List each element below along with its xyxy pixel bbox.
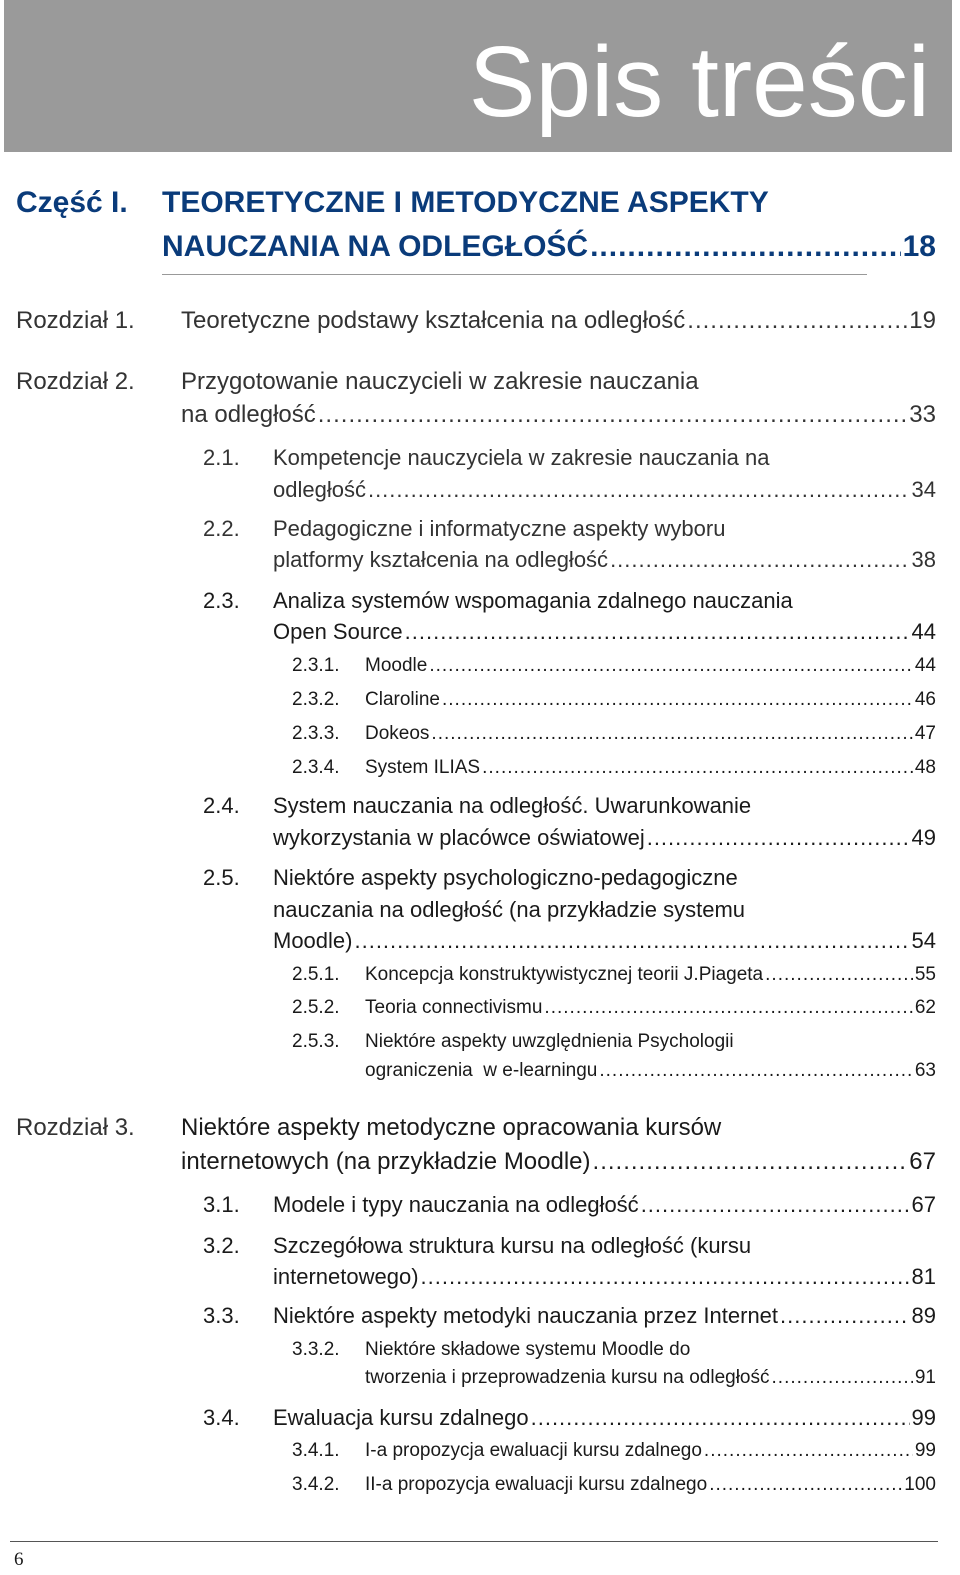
- leader-dots: [765, 964, 913, 986]
- page-number: 47: [914, 723, 936, 744]
- toc-entry-chapter-1[interactable]: [181, 307, 936, 335]
- entry-title: I-a propozycja ewaluacji kursu zdalnego: [365, 1440, 702, 1461]
- page-number: 63: [914, 1060, 936, 1081]
- entry-title: odległość: [273, 477, 366, 502]
- section-number: 2.3.1.: [292, 655, 340, 676]
- page-number: 44: [914, 655, 936, 676]
- section-number: 3.2.: [203, 1233, 240, 1258]
- entry-title: System ILIAS: [365, 757, 481, 778]
- entry-title: tworzenia i przeprowadzenia kursu na odległość: [365, 1367, 770, 1388]
- part-label: Część I.: [16, 186, 128, 219]
- toc-entry-2-3[interactable]: [273, 619, 936, 645]
- entry-title: Open Source: [273, 619, 403, 644]
- entry-title-line: Przygotowanie nauczycieli w zakresie nauczania: [181, 368, 699, 395]
- leader-dots: [610, 547, 909, 573]
- leader-dots: [354, 928, 909, 954]
- entry-title: Modele i typy nauczania na odległość: [273, 1192, 639, 1217]
- toc-entry-3-1[interactable]: [273, 1192, 936, 1218]
- toc-entry-2-4[interactable]: [273, 825, 936, 851]
- page-number: 19: [909, 307, 936, 334]
- entry-title-line: Szczegółowa struktura kursu na odległość (kursu: [273, 1233, 752, 1258]
- toc-entry-2-3-2[interactable]: [365, 689, 936, 711]
- entry-title-line: Kompetencje nauczyciela w zakresie nauczania na: [273, 445, 770, 470]
- section-number: 2.1.: [203, 445, 240, 470]
- toc-entry-2-3-4[interactable]: [365, 757, 936, 779]
- toc-entry-3-4[interactable]: [273, 1405, 936, 1431]
- entry-title: internetowego): [273, 1264, 419, 1289]
- entry-title-line: Analiza systemów wspomagania zdalnego nauczania: [273, 588, 793, 613]
- leader-dots: [772, 1367, 913, 1389]
- leader-dots: [704, 1440, 913, 1462]
- entry-title: Moodle): [273, 928, 353, 953]
- page-number: 99: [911, 1405, 936, 1430]
- leader-dots: [442, 689, 913, 711]
- section-number: 3.3.2.: [292, 1339, 340, 1360]
- toc-entry-chapter-3[interactable]: [181, 1148, 936, 1176]
- toc-entry-3-3[interactable]: [273, 1303, 936, 1329]
- toc-entry-2-5-3[interactable]: [365, 1060, 936, 1082]
- entry-title: Teoria connectivismu: [365, 997, 543, 1018]
- leader-dots: [405, 619, 910, 645]
- toc-entry-chapter-2[interactable]: [181, 401, 936, 429]
- leader-dots: [318, 401, 908, 429]
- leader-dots: [687, 307, 907, 335]
- page-number: 38: [911, 547, 936, 572]
- toc-entry-2-5-2[interactable]: [365, 997, 936, 1019]
- entry-title: Ewaluacja kursu zdalnego: [273, 1405, 529, 1430]
- page-number: 55: [914, 964, 936, 985]
- entry-title: Claroline: [365, 689, 440, 710]
- entry-title: internetowych (na przykładzie Moodle): [181, 1148, 591, 1175]
- chapter-label: Rozdział 1.: [16, 307, 135, 334]
- section-number: 2.5.1.: [292, 964, 340, 985]
- leader-dots: [544, 997, 912, 1019]
- page-number: 99: [914, 1440, 936, 1461]
- entry-title: Dokeos: [365, 723, 430, 744]
- part-divider: [162, 274, 867, 275]
- leader-dots: [421, 1264, 910, 1290]
- section-number: 2.3.: [203, 588, 240, 613]
- section-number: 3.4.: [203, 1405, 240, 1430]
- entry-title: Niektóre aspekty metodyki nauczania przez Internet: [273, 1303, 779, 1328]
- page-number: 34: [911, 477, 936, 502]
- entry-title: Moodle: [365, 655, 428, 676]
- page-number: 67: [909, 1148, 936, 1175]
- section-number: 3.3.: [203, 1303, 240, 1328]
- leader-dots: [599, 1060, 912, 1082]
- chapter-label: Rozdział 2.: [16, 368, 135, 395]
- entry-title-line: Niektóre aspekty uwzględnienia Psychologii: [365, 1031, 734, 1052]
- section-number: 2.4.: [203, 793, 240, 818]
- section-number: 2.3.2.: [292, 689, 340, 710]
- leader-dots: [709, 1474, 902, 1496]
- page-number: 48: [914, 757, 936, 778]
- toc-entry-2-2[interactable]: [273, 547, 936, 573]
- entry-title: Teoretyczne podstawy kształcenia na odległość: [181, 307, 686, 334]
- toc-entry-3-2[interactable]: [273, 1264, 936, 1290]
- entry-title: wykorzystania w placówce oświatowej: [273, 825, 645, 850]
- entry-title: platformy kształcenia na odległość: [273, 547, 609, 572]
- section-number: 2.5.: [203, 865, 240, 890]
- section-number: 2.3.4.: [292, 757, 340, 778]
- section-number: 2.2.: [203, 516, 240, 541]
- leader-dots: [641, 1192, 910, 1218]
- leader-dots: [647, 825, 910, 851]
- page-number: 49: [911, 825, 936, 850]
- entry-title-line: Niektóre aspekty metodyczne opracowania kursów: [181, 1114, 722, 1141]
- toc-entry-3-3-2[interactable]: [365, 1367, 936, 1389]
- entry-title: II-a propozycja ewaluacji kursu zdalnego: [365, 1474, 708, 1495]
- section-number: 2.5.3.: [292, 1031, 340, 1052]
- page-number: 100: [904, 1474, 936, 1495]
- part-entry[interactable]: [162, 230, 936, 264]
- entry-title-line: Pedagogiczne i informatyczne aspekty wyboru: [273, 516, 726, 541]
- page-number: 44: [911, 619, 936, 644]
- page-number: 91: [914, 1367, 936, 1388]
- page-number: 81: [911, 1264, 936, 1289]
- leader-dots: [429, 655, 913, 677]
- page-number: 62: [914, 997, 936, 1018]
- leader-dots: [531, 1405, 910, 1431]
- header-band: [4, 0, 952, 152]
- entry-title-line: Niektóre składowe systemu Moodle do: [365, 1339, 691, 1360]
- toc-entry-3-4-1[interactable]: [365, 1440, 936, 1462]
- toc-entry-2-3-3[interactable]: [365, 723, 936, 745]
- section-number: 3.4.2.: [292, 1474, 340, 1495]
- leader-dots: [431, 723, 912, 745]
- page-number: 18: [902, 230, 936, 263]
- leader-dots: [780, 1303, 909, 1329]
- section-number: 3.1.: [203, 1192, 240, 1217]
- leader-dots: [593, 1148, 908, 1176]
- entry-title: ograniczenia w e-learningu: [365, 1060, 598, 1081]
- page-number: 67: [911, 1192, 936, 1217]
- toc-entry-3-4-2[interactable]: [365, 1474, 936, 1496]
- toc-entry-2-5[interactable]: [273, 928, 936, 954]
- section-number: 2.5.2.: [292, 997, 340, 1018]
- page-number: 46: [914, 689, 936, 710]
- toc-entry-2-3-1[interactable]: [365, 655, 936, 677]
- entry-title-line: Niektóre aspekty psychologiczno-pedagogiczne: [273, 865, 738, 890]
- entry-title-line: System nauczania na odległość. Uwarunkowanie: [273, 793, 752, 818]
- entry-title: Koncepcja konstruktywistycznej teorii J.Piageta: [365, 964, 764, 985]
- part-title-line1: TEORETYCZNE I METODYCZNE ASPEKTY: [162, 186, 769, 219]
- page-title: Spis treści: [468, 26, 930, 138]
- footer-divider: [10, 1541, 938, 1542]
- part-title-line2: NAUCZANIA NA ODLEGŁOŚĆ: [162, 230, 589, 263]
- toc-entry-2-1[interactable]: [273, 477, 936, 503]
- page-number: 89: [911, 1303, 936, 1328]
- entry-title-line: nauczania na odległość (na przykładzie systemu: [273, 897, 746, 922]
- leader-dots: [368, 477, 910, 503]
- chapter-label: Rozdział 3.: [16, 1114, 135, 1141]
- page-number: 54: [911, 928, 936, 953]
- section-number: 3.4.1.: [292, 1440, 340, 1461]
- entry-title: na odległość: [181, 401, 316, 428]
- section-number: 2.3.3.: [292, 723, 340, 744]
- page-number: 33: [909, 401, 936, 428]
- leader-dots: [590, 230, 901, 264]
- page-number-footer: 6: [14, 1549, 24, 1570]
- toc-entry-2-5-1[interactable]: [365, 964, 936, 986]
- leader-dots: [482, 757, 913, 779]
